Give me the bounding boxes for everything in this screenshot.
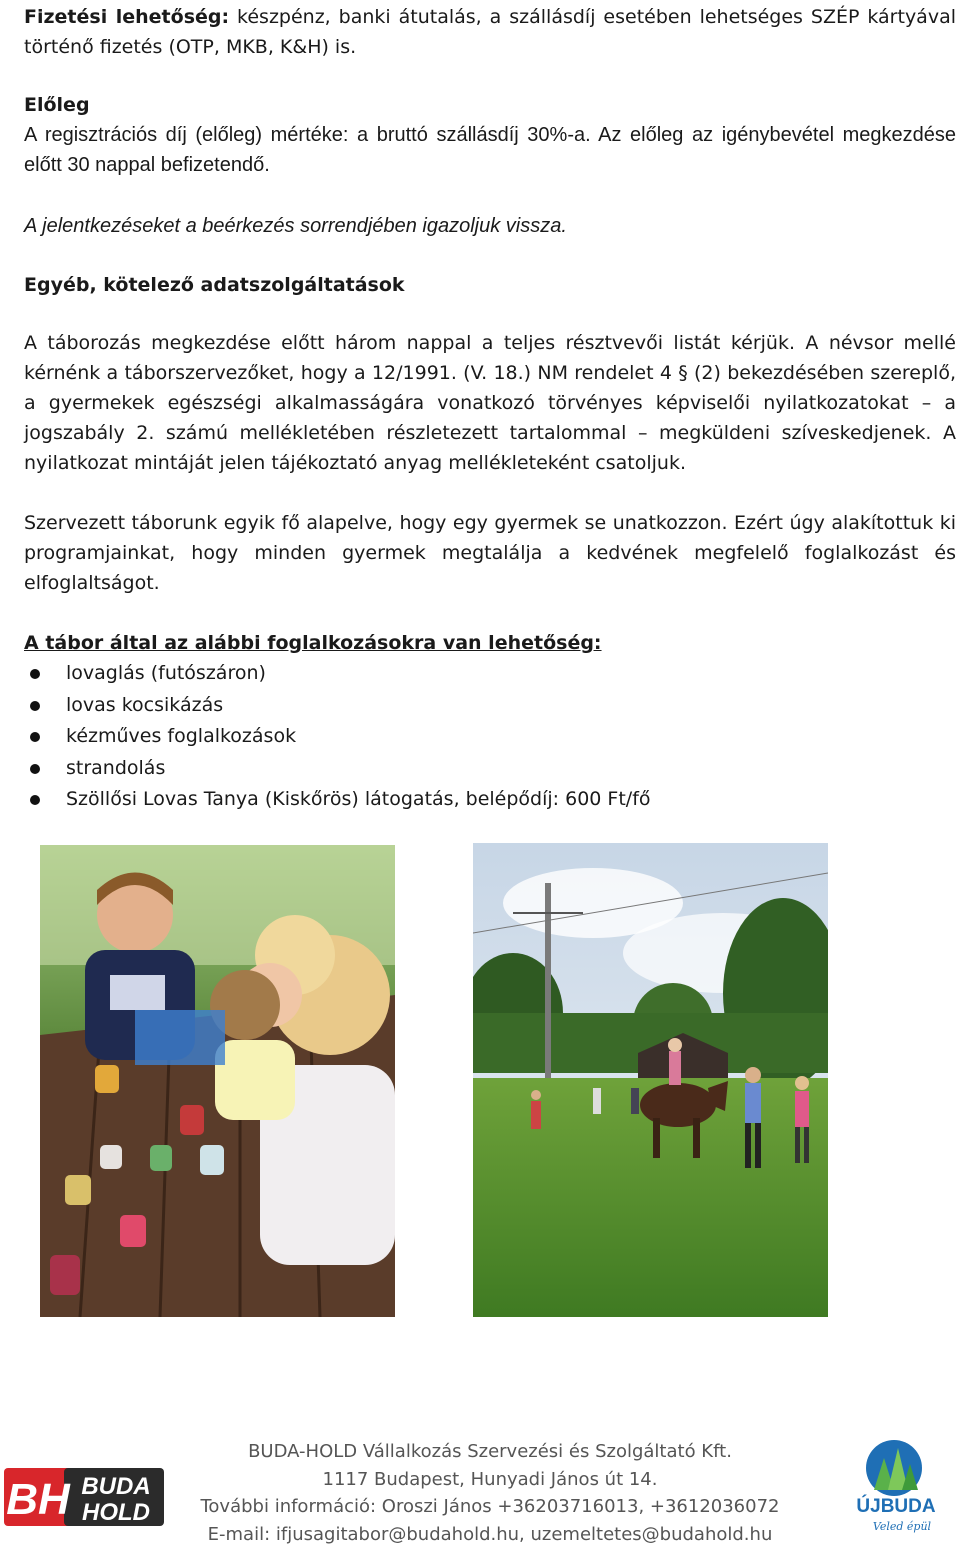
svg-text:BUDA: BUDA [81, 1473, 151, 1500]
list-item: lovaglás (futószáron) [0, 658, 956, 690]
svg-text:Veled épül: Veled épül [872, 1520, 932, 1533]
deposit-section [24, 90, 956, 180]
payment-text: készpénz, banki átutalás, a szállásdíj esetében lehetséges SZÉP kártyával történő fizetés (OTP, MKB, K&H) is. [24, 6, 956, 58]
bullet-icon [30, 764, 40, 774]
payment-paragraph [24, 2, 956, 62]
footer-company: BUDA-HOLD Vállalkozás Szervezési és Szolgáltató Kft. [248, 1441, 732, 1462]
bullet-icon [30, 701, 40, 711]
list-item: kézműves foglalkozások [0, 721, 956, 753]
svg-text:ÚJBUDA: ÚJBUDA [856, 1496, 936, 1517]
list-item: Szöllősi Lovas Tanya (Kiskőrös) látogatás, belépődíj: 600 Ft/fő [0, 784, 956, 816]
deposit-heading: Előleg [24, 94, 90, 116]
bullet-icon [30, 795, 40, 805]
footer-address: 1117 Budapest, Hunyadi János út 14. [322, 1468, 658, 1490]
other-duties-heading: Egyéb, kötelező adatszolgáltatások [24, 274, 405, 296]
footer-info: További információ: Oroszi János +36203716013, +3612036072 [200, 1496, 780, 1517]
crafts-photo [40, 845, 395, 1317]
other-duties-text: A táborozás megkezdése előtt három nappal a teljes résztvevői listát kérjük. A névsor mellé kérnénk a táborszervezőket, hogy a 12/1991. (V. 18.) NM rendelet 4 § (2) bekezdésében szereplő, a gyermekek egészségi alkalmasságára vonatkozó törvényes képviselői nyilatkozatokat – a jogszabály 2. számú mellékletében részletezett tartalommal – megküldeni szíveskedjenek. A nyilatkozat mintáját jelen tájékoztató anyag mellékleteként csatoljuk. [24, 332, 956, 474]
ujbuda-logo [850, 1440, 942, 1536]
list-item: lovas kocsikázás [0, 690, 956, 722]
svg-text:HOLD: HOLD [82, 1499, 150, 1526]
svg-text:BH: BH [6, 1475, 70, 1524]
activities-section [24, 628, 956, 816]
activities-list [0, 658, 956, 816]
footer-email: E-mail: ifjusagitabor@budahold.hu, uzemeltetes@budahold.hu [207, 1523, 773, 1545]
deposit-text: A regisztrációs díj (előleg) mértéke: a bruttó szállásdíj 30%-a. Az előleg az igénybevétel megkezdése előtt 30 nappal befizetendő. [24, 124, 956, 176]
payment-label: Fizetési lehetőség: [24, 6, 230, 28]
bullet-icon [30, 669, 40, 679]
budahold-logo [4, 1464, 164, 1530]
horse-riding-photo [473, 843, 828, 1317]
bullet-icon [30, 732, 40, 742]
confirmation-note: A jelentkezéseket a beérkezés sorrendjében igazoljuk vissza. [24, 215, 567, 237]
list-item: strandolás [0, 753, 956, 785]
principle-text: Szervezett táborunk egyik fő alapelve, hogy egy gyermek se unatkozzon. Ezért úgy alakítottuk ki programjainkat, hogy minden gyermek megtalálja a kedvének megfelelő foglalkozást és elfoglaltságot. [24, 512, 956, 594]
activities-heading: A tábor által az alábbi foglalkozásokra van lehetőség: [24, 632, 602, 654]
